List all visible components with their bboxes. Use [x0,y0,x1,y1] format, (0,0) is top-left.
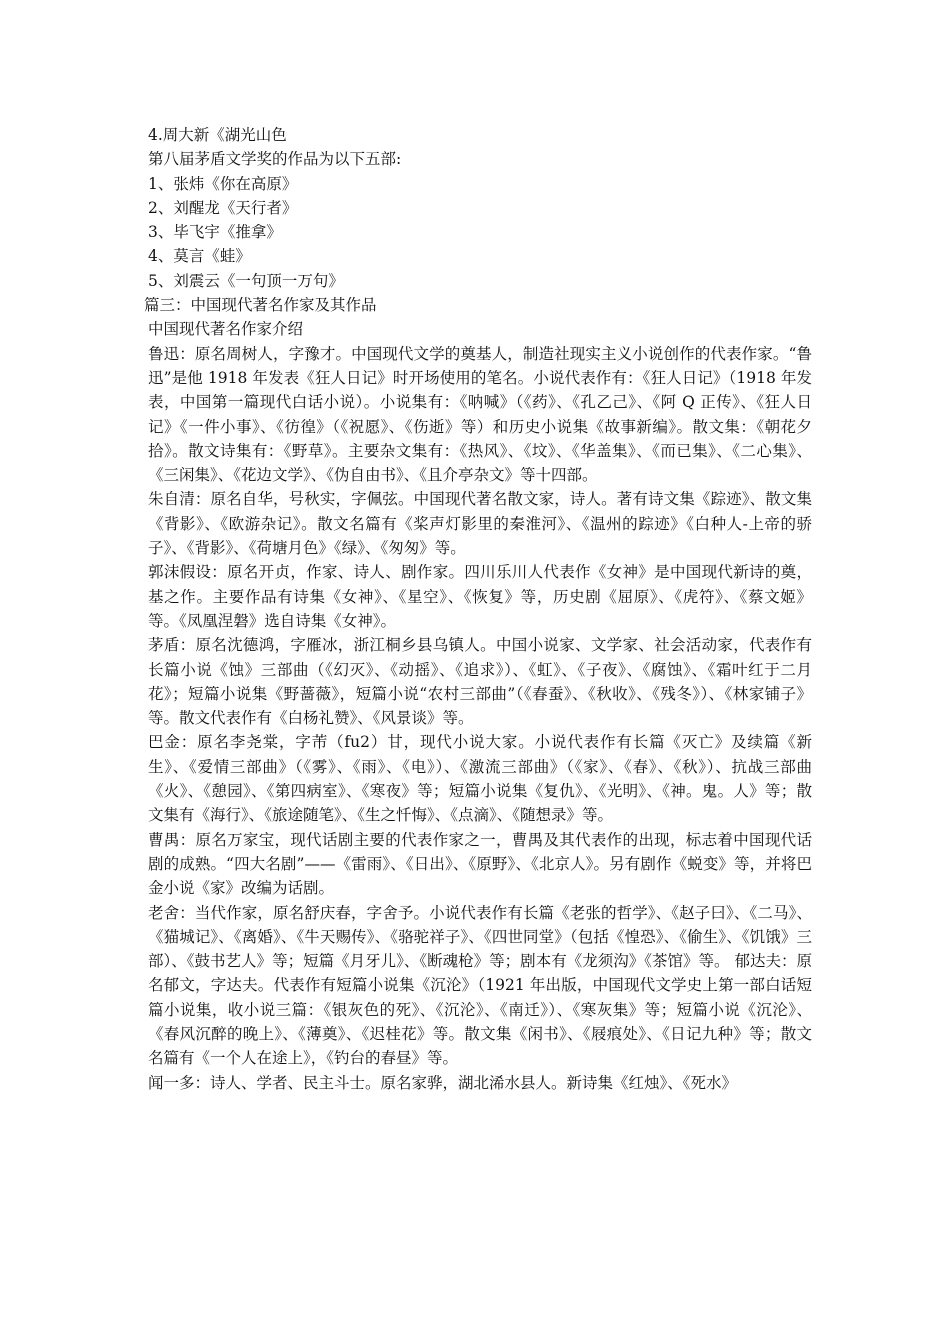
author-paragraph-laoshe-yudafu: 老舍：当代作家，原名舒庆春，字舍予。小说代表作有长篇《老张的哲学》、《赵子曰》、《二马》、《猫城记》、《离婚》、《牛天赐传》、《骆驼祥子》、《四世同堂》（包括《惶恐》、《偷生》、《饥饿》三部）、《鼓书艺人》等；短篇《月牙儿》、《断魂枪》等；剧本有《龙须沟》《茶馆》等。 郁达夫：原名郁文，字达夫。代表作有短篇小说集《沉沦》（1921 年出版，中国现代文学史上第一部白话短篇小说集，收小说三篇：《银灰色的死》、《沉沦》、《南迁》）、《寒灰集》等；短篇小说《沉沦》、《春风沉醉的晚上》、《薄奠》、《迟桂花》等。散文集《闲书》、《屐痕处》、《日记九种》等；散文名篇有《一个人在途上》，《钓台的春昼》等。 [148,903,812,1068]
award-item-2: 2、刘醒龙《天行者》 [148,198,298,217]
section-heading: 篇三：中国现代著名作家及其作品 [144,296,377,315]
author-paragraph-caoyu: 曹禺：原名万家宝，现代话剧主要的代表作家之一，曹禺及其代表作的出现，标志着中国现代话剧的成熟。“四大名剧”——《雷雨》、《日出》、《原野》、《北京人》。另有剧作《蜕变》等，并将巴金小说《家》改编为话剧。 [148,830,812,898]
award-item-1: 1、张炜《你在高原》 [148,174,298,193]
author-paragraph-maodun: 茅盾：原名沈德鸿，字雁冰，浙江桐乡县乌镇人。中国小说家、文学家、社会活动家，代表作有长篇小说《蚀》三部曲（《幻灭》、《动摇》、《追求》）、《虹》、《子夜》、《腐蚀》、《霜叶红于二月花》；短篇小说集《野蔷薇》，短篇小说“农村三部曲”（《春蚕》、《秋收》、《残冬》）、《林家铺子》等。散文代表作有《白杨礼赞》、《风景谈》等。 [148,636,812,728]
author-paragraph-bajin: 巴金：原名李尧棠，字芾（fu2）甘，现代小说大家。小说代表作有长篇《灭亡》及续篇《新生》、《爱情三部曲》（《雾》、《雨》、《电》）、《激流三部曲》（《家》、《春》、《秋》）、抗战三部曲《火》、《憩园》、《第四病室》、《寒夜》等；短篇小说集《复仇》、《光明》、《神。鬼。人》等；散文集有《海行》、《旅途随笔》、《生之忏悔》、《点滴》、《随想录》等。 [148,733,812,825]
author-paragraph-luxun: 鲁迅：原名周树人，字豫才。中国现代文学的奠基人，制造社现实主义小说创作的代表作家。“鲁迅”是他 1918 年发表《狂人日记》时开场使用的笔名。小说代表作有：《狂人日记》（1918 年发表，中国第一篇现代白话小说）。小说集有：《呐喊》（《药》、《孔乙己》、《阿 Q 正传》、《狂人日记》《一件小事》、《彷徨》（《祝愿》、《伤逝》等）和历史小说集《故事新编》。散文集：《朝花夕拾》。散文诗集有：《野草》。主要杂文集有：《热风》、《坟》、《华盖集》、《而已集》、《二心集》、《三闲集》、《花边文学》、《伪自由书》、《且介亭杂文》等十四部。 [148,344,812,485]
author-paragraph-zhuziqing: 朱自清：原名自华，号秋实，字佩弦。中国现代著名散文家，诗人。著有诗文集《踪迹》、散文集《背影》、《欧游杂记》。散文名篇有《桨声灯影里的秦淮河》、《温州的踪迹》《白种人-上帝的骄子》、《背影》、《荷塘月色》《绿》、《匆匆》等。 [148,490,812,558]
list-line-1: 4.周大新《湖光山色 [148,126,287,144]
award-item-3: 3、毕飞宇《推拿》 [148,223,282,242]
award-item-4: 4、莫言《蛙》 [148,247,251,266]
award-item-5: 5、刘震云《一句顶一万句》 [148,271,344,290]
author-paragraph-guomoruo: 郭沫假设：原名开贞，作家、诗人、剧作家。四川乐川人代表作《女神》是中国现代新诗的奠，基之作。主要作品有诗集《女神》、《星空》、《恢复》等，历史剧《屈原》、《虎符》、《蔡文姬》等。《凤凰涅磐》选自诗集《女神》。 [148,563,812,630]
award-intro-line: 第八届茅盾文学奖的作品为以下五部: [148,150,402,169]
author-paragraph-wenyiduo: 闻一多：诗人、学者、民主斗士。原名家骅，湖北浠水县人。新诗集《红烛》、《死水》 [148,1073,738,1092]
document-body [144,123,812,1095]
subheading: 中国现代著名作家介绍 [148,320,304,339]
